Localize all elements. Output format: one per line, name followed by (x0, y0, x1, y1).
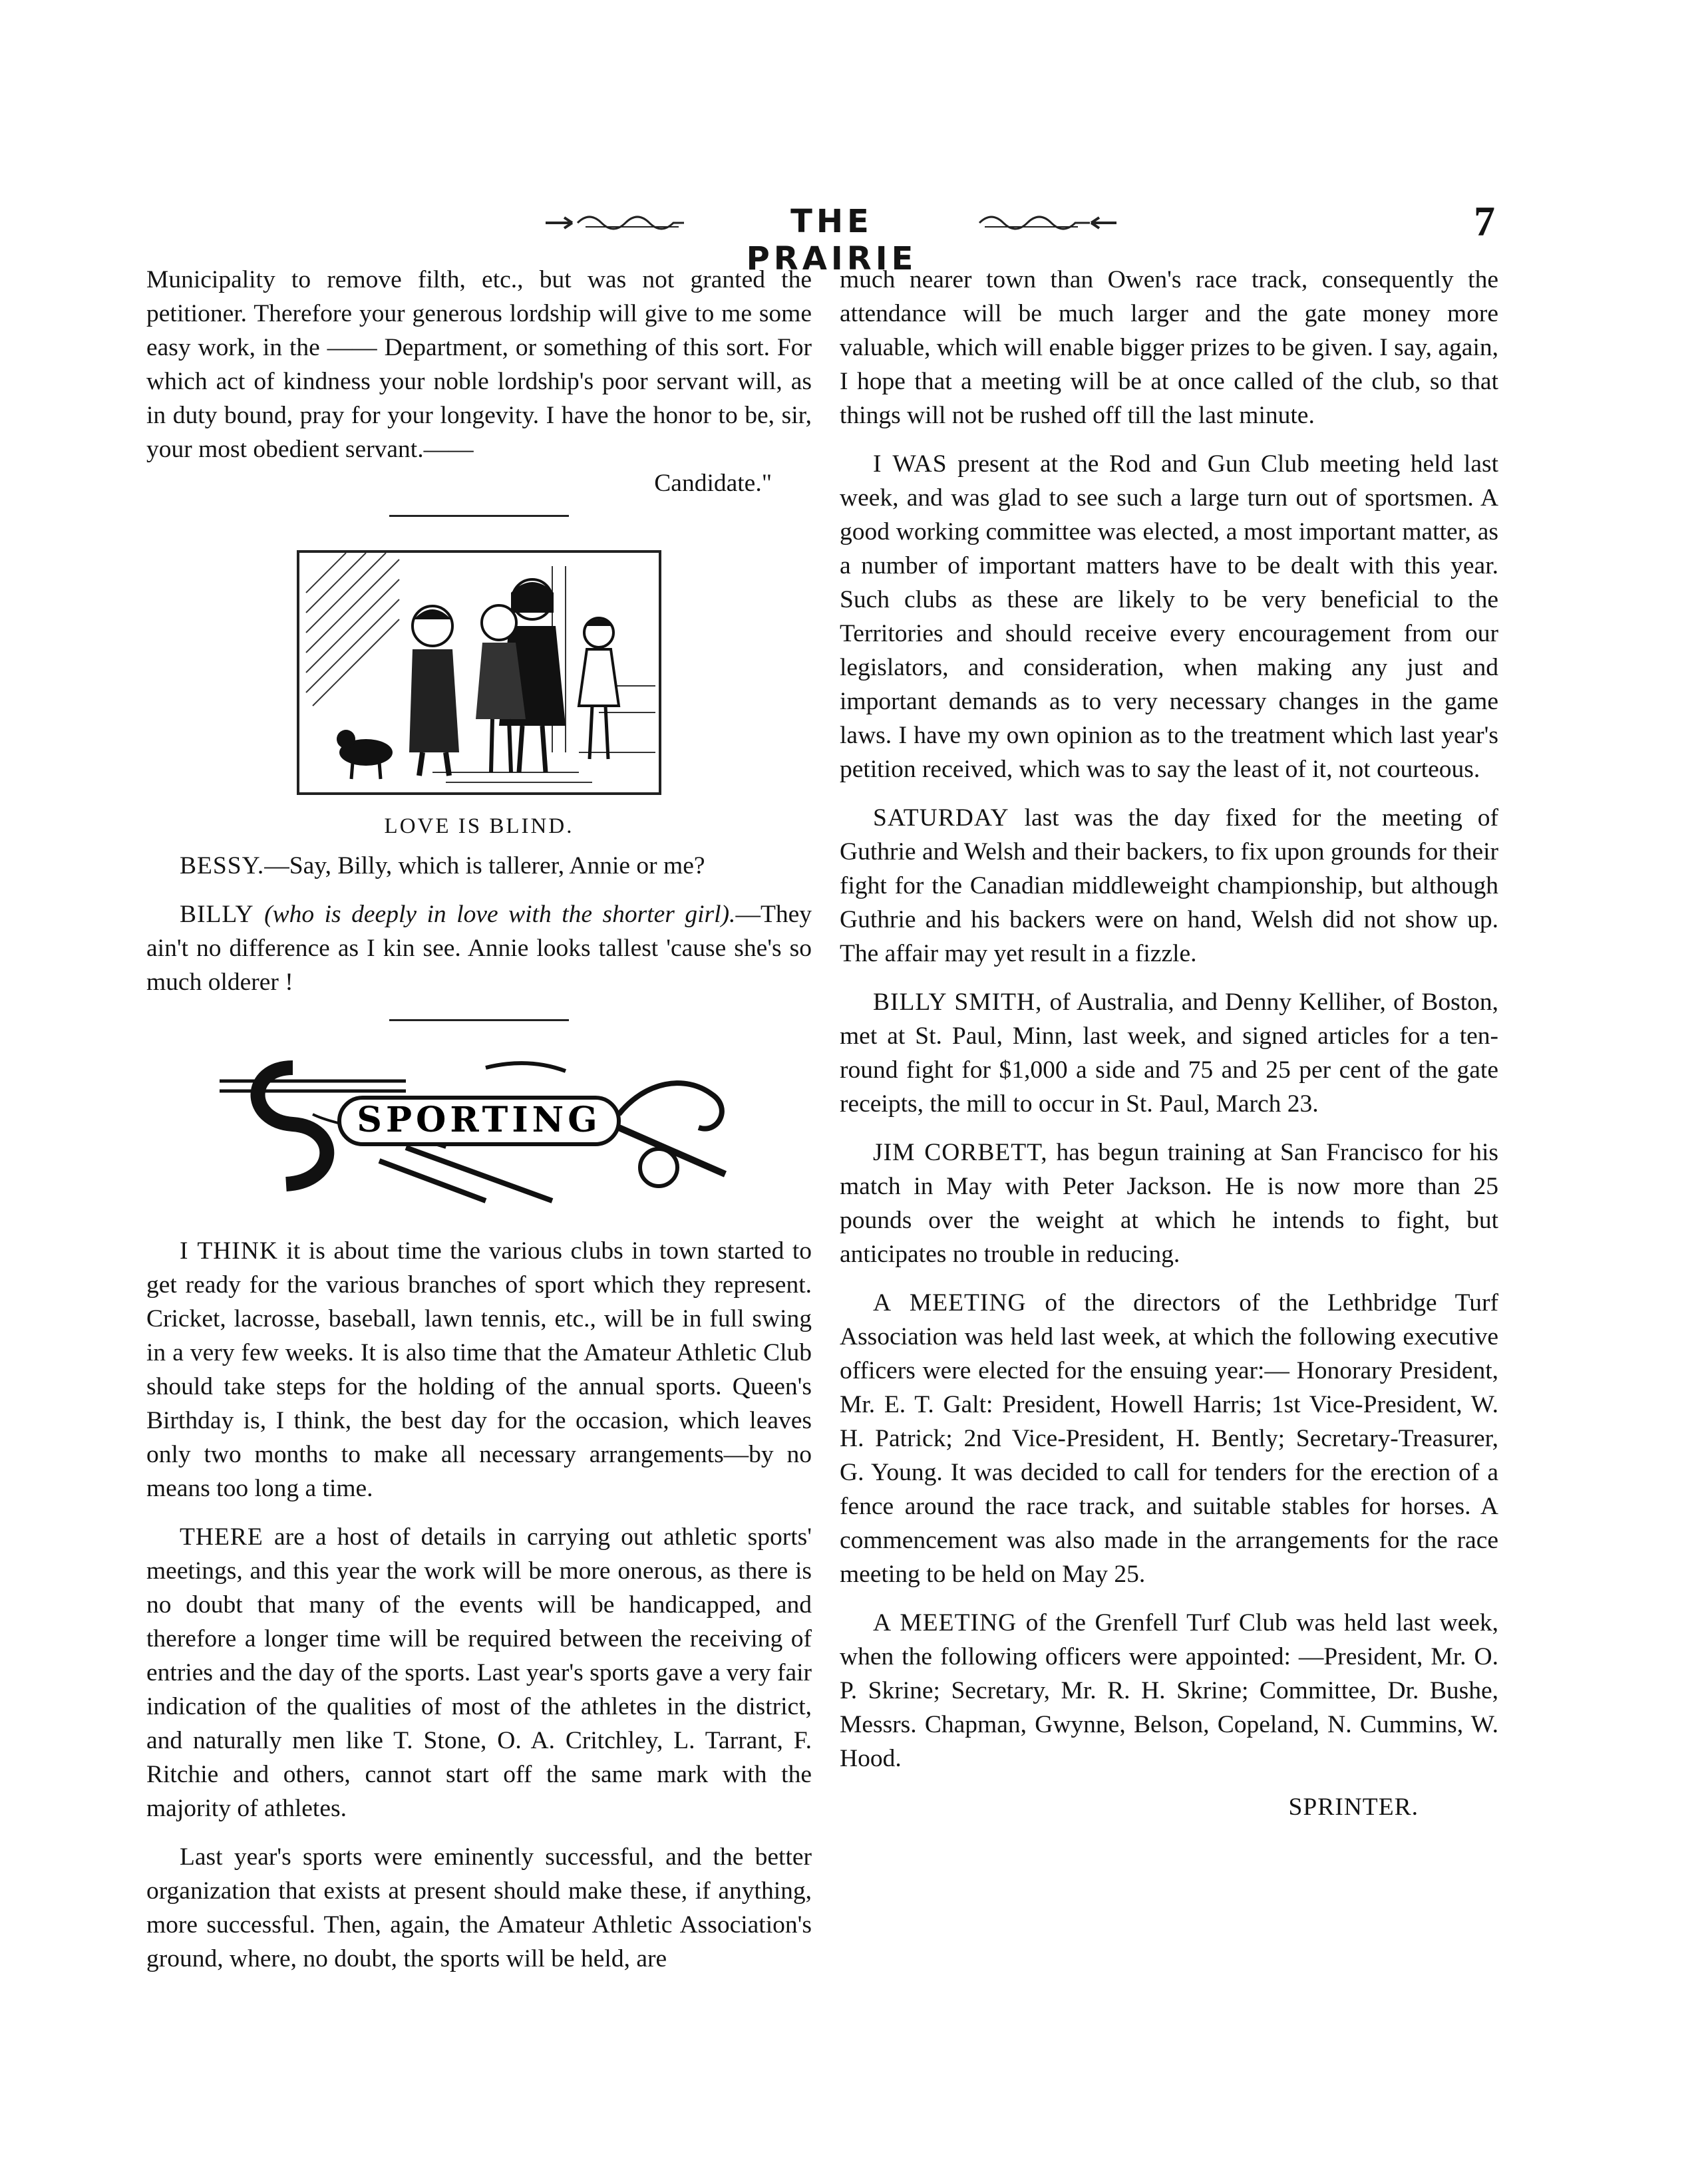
left-column (146, 263, 812, 1990)
paragraph-billy-smith: BILLY SMITH, of Australia, and Denny Kelliher, of Boston, met at St. Paul, Minn, last week, and signed articles for a ten-round fight for $1,000 a side and 75 and 25 per cent of the gate receipts, the mill to occur in St. Paul, March 23. (840, 989, 1498, 1118)
cartoon-dialog-bessy (146, 849, 812, 883)
billy-line: —They ain't no difference as I kin see. Annie looks tallest 'cause she's so much olderer ! (146, 901, 812, 996)
speaker-billy: BILLY (180, 901, 254, 928)
paragraph-details: THERE are a host of details in carrying out athletic sports' meetings, and this year the work will be more onerous, as there is no doubt that many of the events will be handicapped, and therefore a longer time will be required between the receiving of entries and the day of the sports. Last year's sports gave a very fair indication of the qualities of most of the athletes in the district, and naturally men like T. Stone, O. A. Critchley, L. Tarrant, F. Ritchie and others, cannot start off the same mark with the majority of athletes. (146, 1523, 812, 1822)
paragraph-last-year: Last year's sports were eminently successful, and the better organization that exists at present should make these, if anything, more successful. Then, again, the Amateur Athletic Association's ground, where, no doubt, the sports will be held, are (146, 1843, 812, 1972)
page-title: THE PRAIRIE (746, 203, 918, 277)
sporting-banner-text: SPORTING (357, 1100, 601, 1140)
paragraph-clubs: I THINK it is about time the various clubs in town started to get ready for the various branches of sport which they represent. Cricket, lacrosse, baseball, lawn tennis, etc., will be in full swing in a very few weeks. It is also time that the Amateur Athletic Club should take steps for the holding of the annual sports. Queen's Birthday is, I think, the best day for the occasion, which leaves only two months to make all necessary arrangements—by no means too long a time. (146, 1237, 812, 1502)
bessy-line: —Say, Billy, which is tallerer, Annie or me? (264, 852, 705, 879)
paragraph-rod-and-gun: I WAS present at the Rod and Gun Club meeting held last week, and was glad to see such a large turn out of sportsmen. A good working committee was elected, a most important matter, as a number of important matters have to be dealt with this year. Such clubs as these are likely to be very beneficial to the Territories and should receive every encouragement from our legislators, and consideration, when making any just and important demands as to very necessary changes in the game laws. I have my own opinion as to the treatment which last year's petition received, which was to say the least of it, not courteous. (840, 450, 1498, 783)
sporting-banner (206, 1041, 752, 1207)
section-divider (389, 515, 569, 517)
letter-signature: Candidate." (654, 470, 772, 497)
cartoon-caption: LOVE IS BLIND. (384, 814, 574, 838)
billy-stage-direction: (who is deeply in love with the shorter girl). (264, 901, 736, 928)
author-signature: SPRINTER. (1288, 1794, 1419, 1821)
right-flourish-ornament (978, 212, 1118, 232)
paragraph-continuation: much nearer town than Owen's race track, consequently the attendance will be much larger and the gate money more valuable, which will enable bigger prizes to be given. I say, again, I hope that a meeting will be at once called of the club, so that things will not be rushed off till the last minute. (840, 266, 1498, 429)
love-is-blind-cartoon (297, 550, 661, 795)
paragraph-jim-corbett: JIM CORBETT, has begun training at San Francisco for his match in May with Peter Jackson. He is now more than 25 pounds over the weight at which he intends to fight, but anticipates no trouble in reducing. (840, 1139, 1498, 1268)
paragraph-lethbridge-turf: A MEETING of the directors of the Lethbridge Turf Association was held last week, at which the following executive officers were elected for the ensuing year:— Honorary President, Mr. E. T. Galt: President, Howell Harris; 1st Vice-President, W. H. Patrick; 2nd Vice-President, H. Bently; Secretary-Treasurer, G. Young. It was decided to call for tenders for the erection of a fence around the race track, and suitable stables for horses. A commencement was also made in the arrangements for the race meeting to be held on May 25. (840, 1289, 1498, 1588)
left-flourish-ornament (546, 212, 685, 232)
paragraph-guthrie-welsh: SATURDAY last was the day fixed for the meeting of Guthrie and Welsh and their backers, to fix upon grounds for their fight for the Canadian middleweight championship, but although Guthrie and his backers were on hand, Welsh did not show up. The affair may yet result in a fizzle. (840, 804, 1498, 967)
page-number: 7 (1474, 198, 1495, 245)
speaker-bessy: BESSY. (180, 852, 265, 879)
running-head (546, 203, 1118, 277)
section-divider (389, 1019, 569, 1021)
cartoon-dialog-billy (146, 897, 812, 999)
paragraph-grenfell-turf: A MEETING of the Grenfell Turf Club was held last week, when the following officers were appointed: —President, Mr. O. P. Skrine; Secretary, Mr. R. H. Skrine; Committee, Dr. Bushe, Messrs. Chapman, Gwynne, Belson, Copeland, N. Cummins, W. Hood. (840, 1609, 1498, 1772)
letter-paragraph: Municipality to remove filth, etc., but was not granted the petitioner. Therefore your generous lordship will give to me some easy work, in the —— Department, or something of this sort. For which act of kindness your noble lordship's poor servant will, as in duty bound, pray for your longevity. I have the honor to be, sir, your most obedient servant.—— (146, 266, 812, 463)
right-column (840, 263, 1498, 1839)
